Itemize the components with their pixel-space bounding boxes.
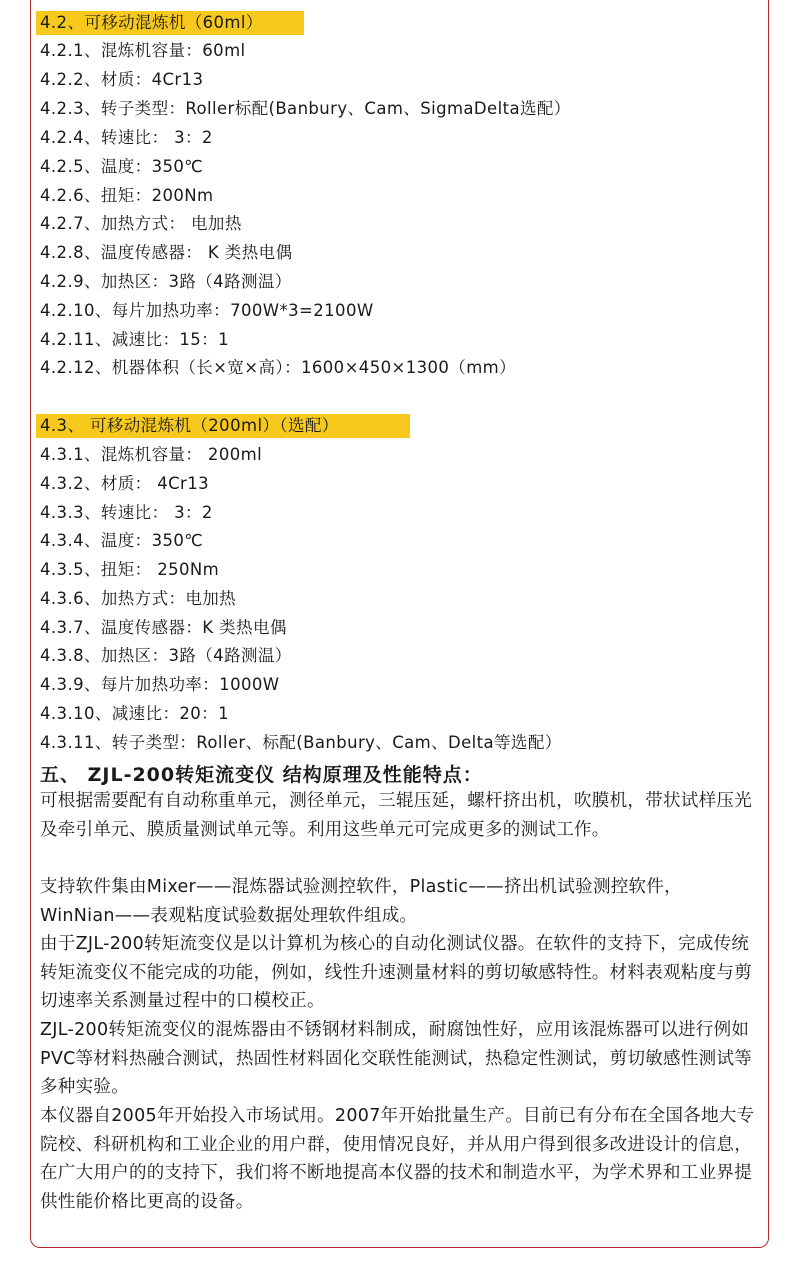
- spec-item: 4.3.9、每片加热功率：1000W: [40, 675, 280, 694]
- spec-item: 4.3.4、温度：350℃: [40, 531, 204, 550]
- spec-item: 4.3.7、温度传感器：K 类热电偶: [40, 618, 287, 637]
- paragraph: 由于ZJL-200转矩流变仪是以计算机为核心的自动化测试仪器。在软件的支持下，完成传统转矩流变仪不能完成的功能，例如，线性升速测量材料的剪切敏感特性。材料表观粘度与剪切速率关系测量过程中的口模校正。: [40, 934, 752, 1012]
- spec-item: 4.3.11、转子类型：Roller、标配(Banbury、Cam、Delta等选配）: [40, 733, 562, 752]
- spec-item: 4.2.11、减速比：15：1: [40, 330, 229, 349]
- spec-item: 4.2.5、温度：350℃: [40, 157, 204, 176]
- paragraph: 本仪器自2005年开始投入市场试用。2007年开始批量生产。目前已有分布在全国各地大专院校、科研机构和工业企业的用户群，使用情况良好，并从用户得到很多改进设计的信息，在广大用户的的支持下，我们将不断地提高本仪器的技术和制造水平，为学术界和工业界提供性能价格比更高的设备。: [40, 1106, 755, 1212]
- spec-item: 4.2.2、材质：4Cr13: [40, 70, 204, 89]
- paragraph: 可根据需要配有自动称重单元，测径单元，三辊压延，螺杆挤出机，吹膜机，带状试样压光及牵引单元、膜质量测试单元等。利用这些单元可完成更多的测试工作。: [40, 791, 752, 840]
- spec-item: 4.3.5、扭矩： 250Nm: [40, 560, 220, 579]
- section-5-title: 五、 ZJL-200转矩流变仪 结构原理及性能特点：: [40, 764, 483, 786]
- section-42-heading: 4.2、可移动混炼机（60ml）: [40, 13, 263, 32]
- spec-item: 4.2.9、加热区：3路（4路测温）: [40, 272, 292, 291]
- spec-item: 4.2.3、转子类型：Roller标配(Banbury、Cam、SigmaDelta选配）: [40, 99, 571, 118]
- spec-item: 4.2.1、混炼机容量：60ml: [40, 41, 246, 60]
- spec-item: 4.3.8、加热区：3路（4路测温）: [40, 646, 292, 665]
- spec-item: 4.3.3、转速比： 3：2: [40, 503, 213, 522]
- spec-item: 4.3.10、减速比：20：1: [40, 704, 229, 723]
- spec-item: 4.2.10、每片加热功率：700W*3=2100W: [40, 301, 374, 320]
- paragraph: ZJL-200转矩流变仪的混炼器由不锈钢材料制成，耐腐蚀性好，应用该混炼器可以进行例如PVC等材料热融合测试，热固性材料固化交联性能测试，热稳定性测试，剪切敏感性测试等多种实验。: [40, 1020, 753, 1098]
- spec-item: 4.2.7、加热方式： 电加热: [40, 214, 242, 233]
- spec-item: 4.2.6、扭矩：200Nm: [40, 186, 214, 205]
- spec-item: 4.3.1、混炼机容量： 200ml: [40, 445, 263, 464]
- spec-item: 4.2.4、转速比： 3：2: [40, 128, 213, 147]
- spec-item: 4.2.12、机器体积（长×宽×高）：1600×450×1300（mm）: [40, 358, 517, 377]
- spec-item: 4.3.2、材质： 4Cr13: [40, 474, 210, 493]
- paragraph: 支持软件集由Mixer——混炼器试验测控软件，Plastic——挤出机试验测控软件，WinNian——表观粘度试验数据处理软件组成。: [40, 877, 682, 926]
- spec-item: 4.3.6、加热方式：电加热: [40, 589, 237, 608]
- spec-item: 4.2.8、温度传感器： K 类热电偶: [40, 243, 293, 262]
- section-43-heading: 4.3、 可移动混炼机（200ml）（选配）: [40, 416, 339, 435]
